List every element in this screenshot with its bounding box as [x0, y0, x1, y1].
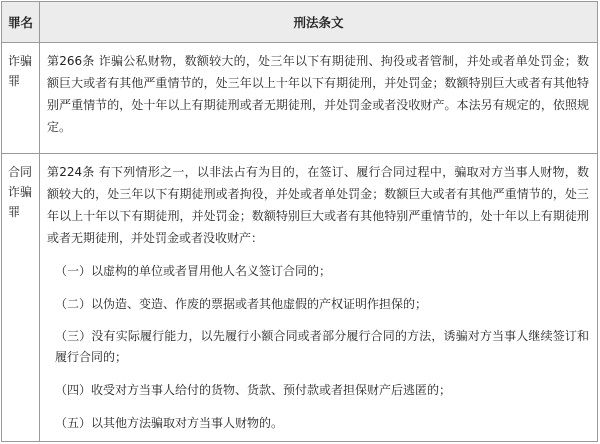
law-clause-item: （二）以伪造、变造、作废的票据或者其他虚假的产权证明作担保的； [55, 297, 428, 311]
law-text-cell [40, 154, 598, 442]
law-article-paragraph: 第266条 诈骗公私财物，数额较大的，处三年以下有期徒刑、拘役或者管制，并处或者单处罚金；数额巨大或者有其他严重情节的，处三年以上十年以下有期徒刑，并处罚金；数额特别巨大或者有其他特别严重情节的，处十年以上有期徒刑或者无期徒刑，并处罚金或者没收财产。本法另有规定的，依照规定。 [47, 54, 589, 134]
header-law-text: 刑法条文 [40, 2, 598, 43]
law-text-cell [40, 43, 598, 154]
table-row-contract-fraud [2, 154, 598, 442]
crime-name-cell: 诈骗罪 [2, 43, 40, 154]
law-table [1, 1, 598, 442]
header-crime-name: 罪名 [2, 2, 40, 43]
crime-name-cell: 合同诈骗罪 [2, 154, 40, 442]
table-header-row [2, 2, 598, 43]
law-clause-item: （一）以虚构的单位或者冒用他人名义签订合同的； [55, 264, 332, 278]
law-article-paragraph: 第224条 有下列情形之一，以非法占有为目的，在签订、履行合同过程中，骗取对方当事人财物，数额较大的，处三年以下有期徒刑或者拘役，并处或者单处罚金；数额巨大或者有其他严重情节的，处三年以上十年以下有期徒刑，并处罚金；数额特别巨大或者有其他特别严重情节的，处十年以上有期徒刑或者无期徒刑，并处罚金或者没收财产： [47, 165, 589, 245]
law-clause-item: （三）没有实际履行能力，以先履行小额合同或者部分履行合同的方法，诱骗对方当事人继续签订和履行合同的； [55, 329, 589, 364]
law-clause-item: （四）收受对方当事人给付的货物、货款、预付款或者担保财产后逃匿的； [55, 383, 452, 397]
law-clause-item: （五）以其他方法骗取对方当事人财物的。 [55, 416, 284, 430]
table-row-fraud [2, 43, 598, 154]
